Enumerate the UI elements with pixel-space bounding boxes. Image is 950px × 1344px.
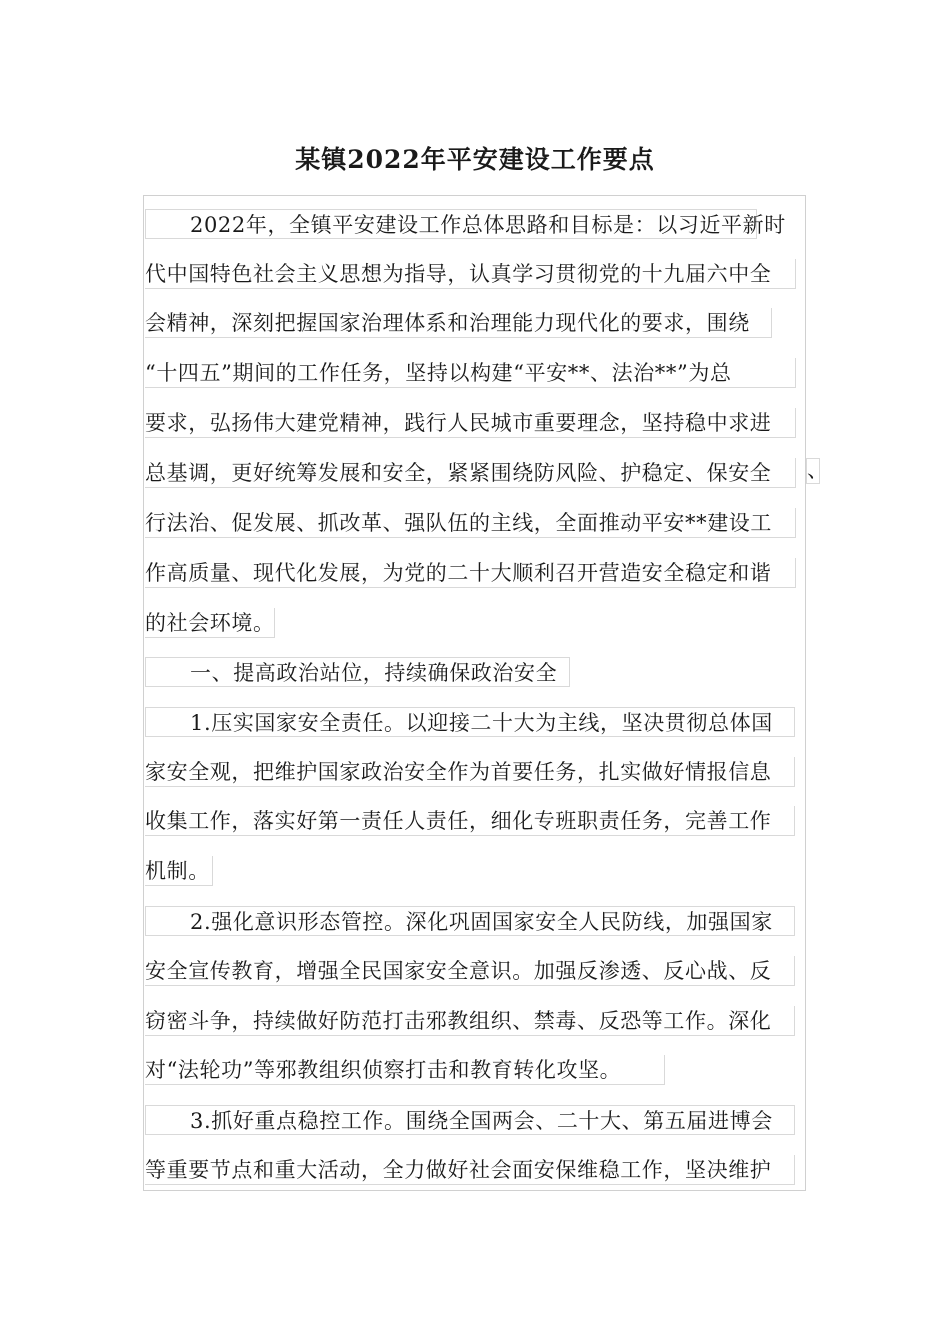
paragraph-line: 安全宣传教育，增强全民国家安全意识。加强反渗透、反心战、反 [145,956,795,986]
paragraph-first-line: 2022年，全镇平安建设工作总体思路和目标是：以习近平新时 [145,209,757,239]
paragraph-line: 窃密斗争，持续做好防范打击邪教组织、禁毒、反恐等工作。深化 [145,1006,795,1036]
paragraph-first-line: 3.抓好重点稳控工作。围绕全国两会、二十大、第五届进博会 [145,1105,795,1135]
paragraph-line: 行法治、促发展、抓改革、强队伍的主线，全面推动平安**建设工 [145,508,796,538]
paragraph-line: 家安全观，把维护国家政治安全作为首要任务，扎实做好情报信息 [145,757,795,787]
paragraph-line: 对“法轮功”等邪教组织侦察打击和教育转化攻坚。 [145,1055,665,1085]
paragraph-line: 要求，弘扬伟大建党精神，践行人民城市重要理念，坚持稳中求进 [145,408,796,438]
overflow-char-box [806,458,828,484]
paragraph-first-line: 1.压实国家安全责任。以迎接二十大为主线，坚决贯彻总体国 [145,707,795,737]
paragraph-line: 的社会环境。 [145,608,275,638]
paragraph-line: “十四五”期间的工作任务，坚持以构建“平安**、法治**”为总 [145,358,796,388]
paragraph-line: 代中国特色社会主义思想为指导，认真学习贯彻党的十九届六中全 [145,259,796,289]
paragraph-first-line: 一、提高政治站位，持续确保政治安全 [145,657,570,687]
paragraph-line: 会精神，深刻把握国家治理体系和治理能力现代化的要求，围绕 [145,308,772,338]
paragraph-line: 等重要节点和重大活动，全力做好社会面安保维稳工作，坚决维护 [145,1155,795,1185]
paragraph-first-line: 2.强化意识形态管控。深化巩固国家安全人民防线，加强国家 [145,906,795,936]
paragraph-line: 总基调，更好统筹发展和安全，紧紧围绕防风险、护稳定、保安全 [145,458,796,488]
overflow-char: 、 [807,458,828,482]
paragraph-line: 作高质量、现代化发展，为党的二十大顺利召开营造安全稳定和谐 [145,558,796,588]
paragraph-line: 机制。 [145,856,213,886]
text-frame [143,195,806,1191]
paragraph-line: 收集工作，落实好第一责任人责任，细化专班职责任务，完善工作 [145,806,795,836]
page-title: 某镇2022年平安建设工作要点 [295,145,655,174]
